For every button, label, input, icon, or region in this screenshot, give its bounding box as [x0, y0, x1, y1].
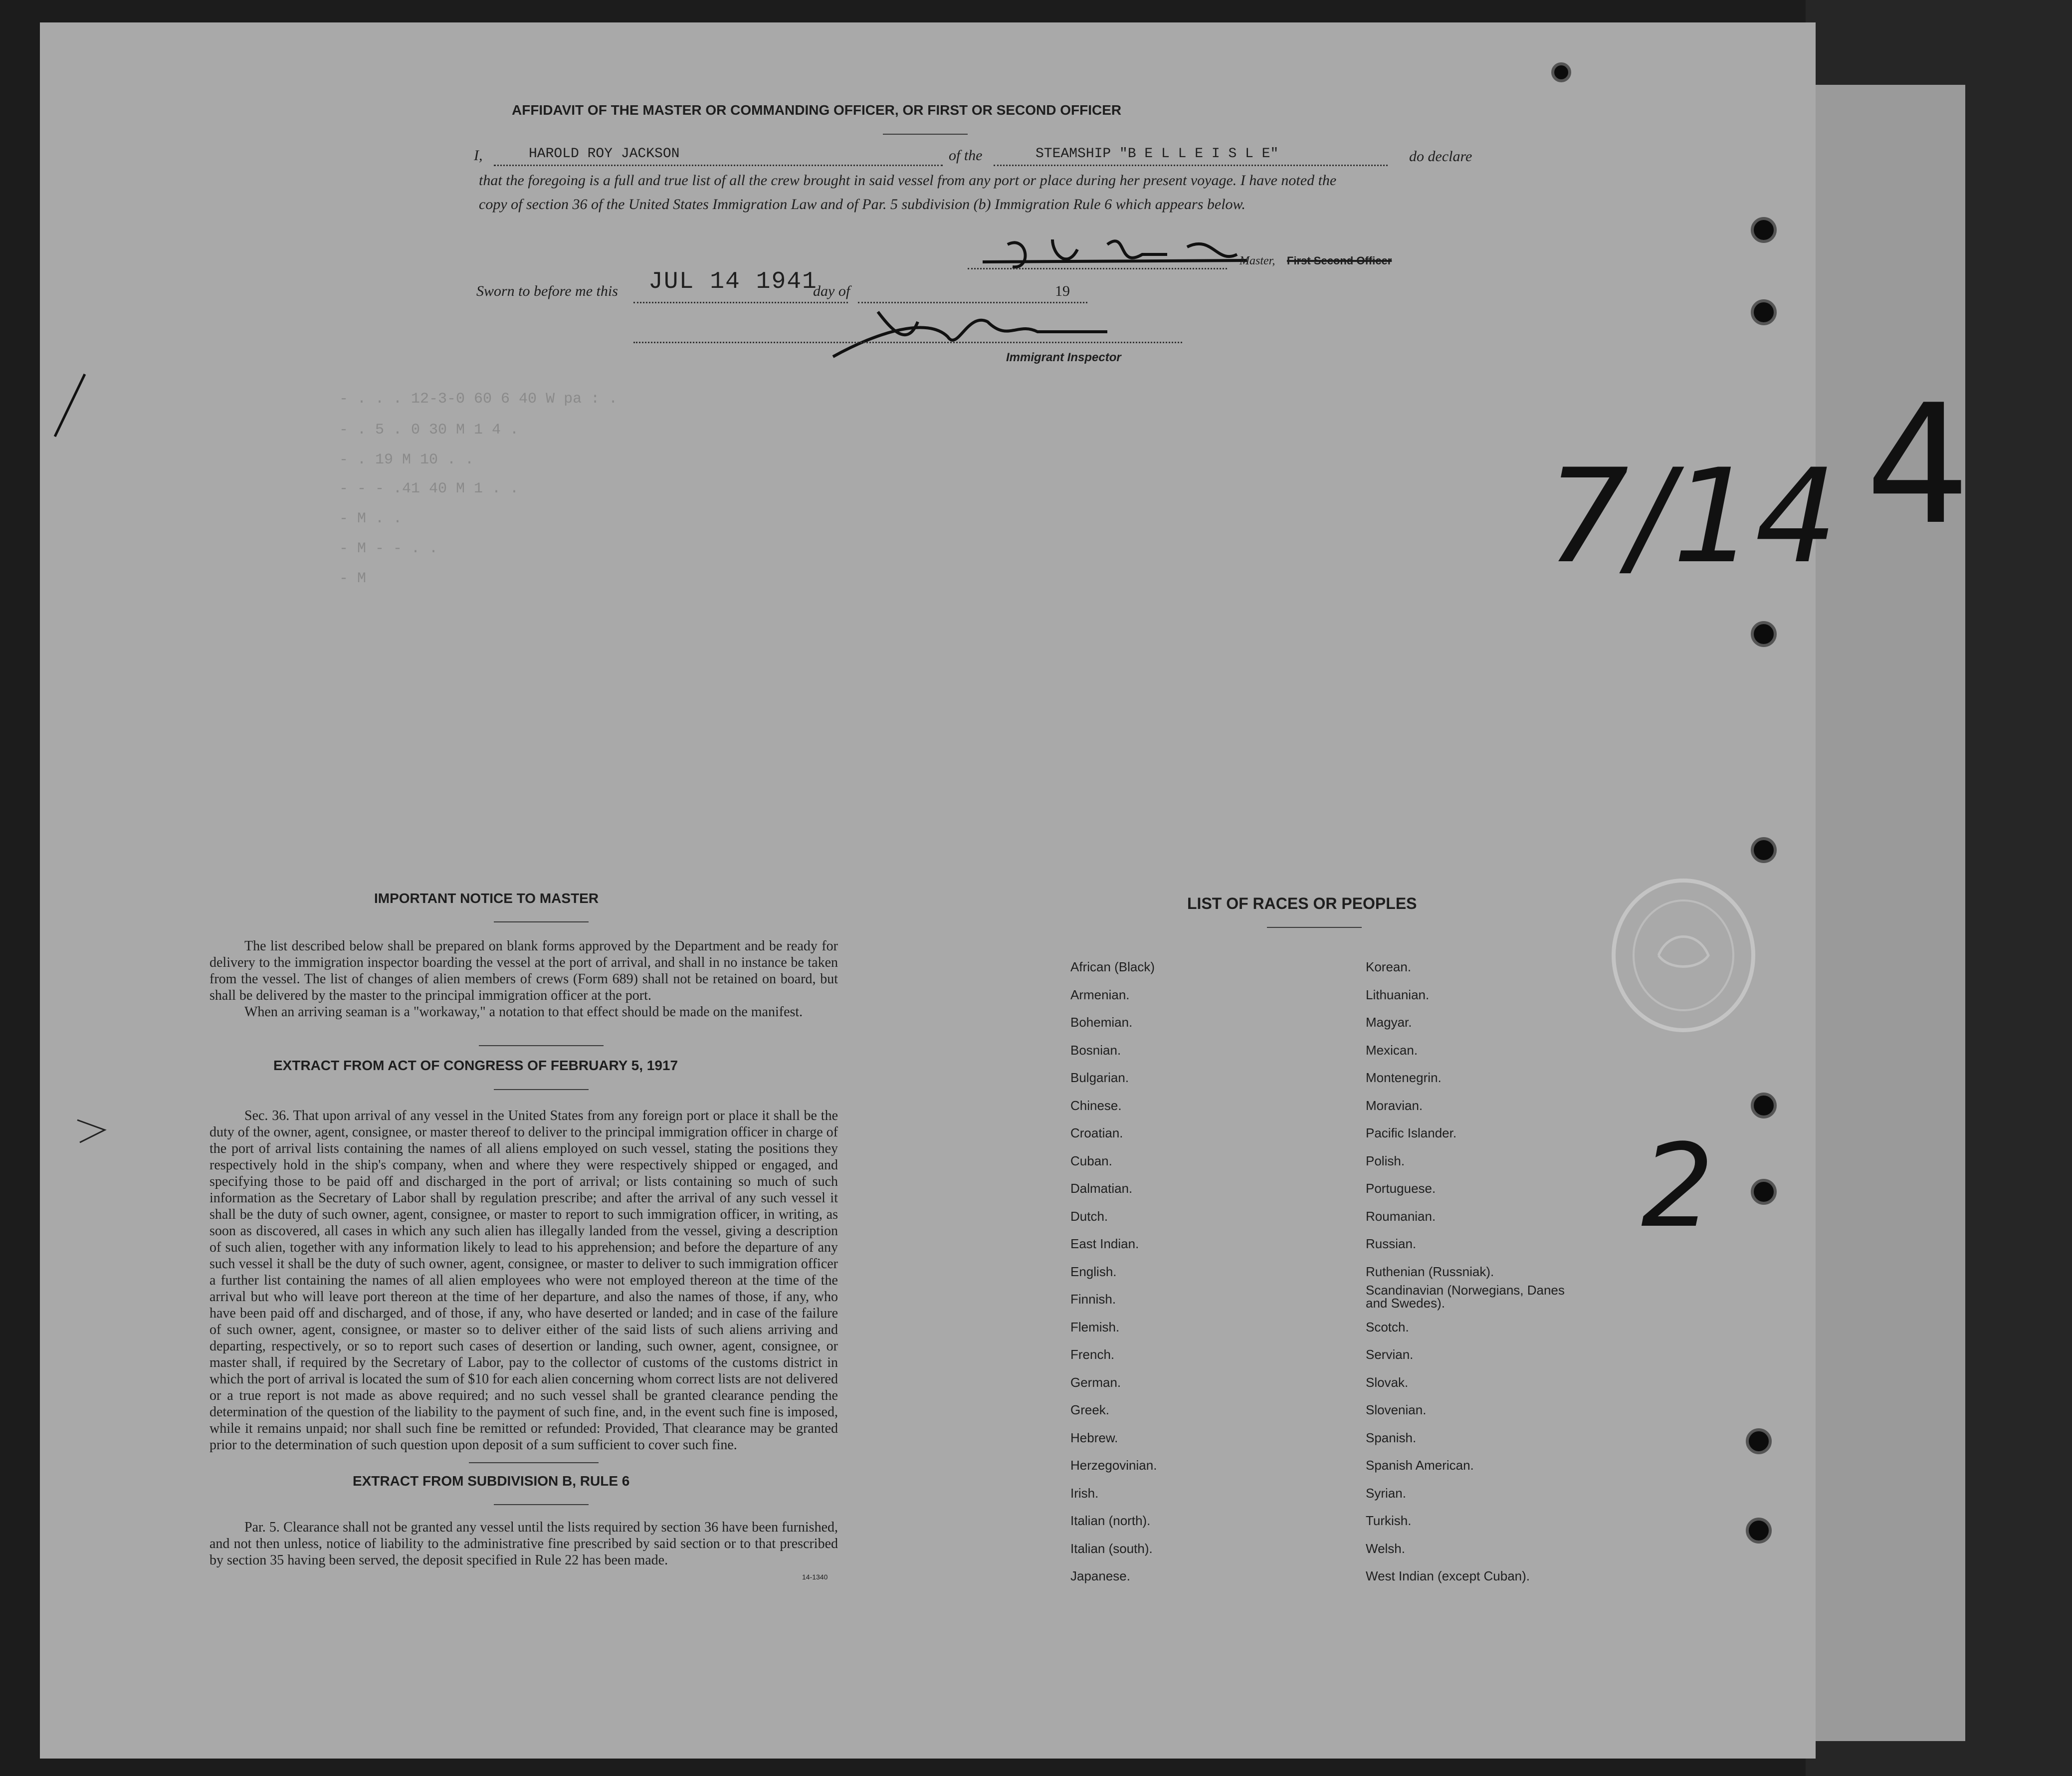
act-divider: [494, 1089, 589, 1090]
punch-hole: [1746, 1518, 1772, 1544]
of-the-label: of the: [949, 147, 983, 164]
punch-hole: [1751, 1179, 1777, 1205]
act-section-36-text: Sec. 36. That upon arrival of any vessel in the United States from any foreign port or place it shall be the duty of the owner, agent, consignee, or master thereof to deliver to the principal immigration officer in charge of the port of arrival lists containing the names of all aliens employed on such vessel, stating the positions they respectively hold in the ship's company, when and where they were respectively shipped or engaged, and specifying those to be paid off and discharged in the port of arrival; or lists containing so much of such information as the Secretary of Labor shall by regulation prescribe; and after the arrival of any such vessel it shall be the duty of such owner, agent, consignee, or master to report to such immigration officer, in writing, as soon as discovered, all cases in which any such alien has illegally landed from the vessel, giving a description of such alien, together with any information likely to lead to his apprehension; and before the departure of any such vessel it shall be the duty of such owner, agent, consignee, or master to deliver to such immigration officer a further list containing the names of all alien employees who were not employed thereon at the time of the arrival but who will leave port thereon at the time of her departure, and also the names of those, if any, who have been paid off and discharged, and of those, if any, who have deserted or landed; and in case of the failure of such owner, agent, consignee, or master so to deliver either of the said lists of such aliens arriving and departing, respectively, or so to report such cases of desertion or landing, such owner, agent, consignee, or master shall, if required by the Secretary of Labor, pay to the collector of customs of the customs district in which the port of arrival is located the sum of $10 for each alien concerning whom correct lists are not delivered or a true report is not made as above required; and no such vessel shall be granted clearance pending the determination of the question of the liability to the payment of such fine, and, in the event such fine is imposed, while it remains unpaid; nor shall such fine be remitted or refunded: Provided, That clearance may be granted prior to the determination of such question upon deposit of a sum sufficient to cover such fine.: [209, 1108, 838, 1453]
declaration-line-3: copy of section 36 of the United States Immigration Law and of Par. 5 subdivision (b) Immigration Rule 6 which appears below.: [479, 196, 1245, 213]
race-list-item: Servian.: [1366, 1347, 1414, 1362]
master-signature: [978, 224, 1377, 279]
vessel-name-field: STEAMSHIP "B E L L E I S L E": [1036, 146, 1279, 162]
notice-paragraph-2: When an arriving seaman is a "workaway," a notation to that effect should be made on the manifest.: [244, 1004, 803, 1020]
race-list-item: Spanish.: [1366, 1430, 1417, 1445]
race-list-item: Herzegovinian.: [1070, 1458, 1157, 1473]
act-end-divider: [469, 1462, 599, 1463]
race-list-item: Spanish American.: [1366, 1458, 1474, 1473]
punch-hole: [1751, 299, 1777, 325]
race-list-item: Slovak.: [1366, 1374, 1409, 1390]
race-list-item: Turkish.: [1366, 1513, 1412, 1528]
notice-paragraph-1: The list described below shall be prepared on blank forms approved by the Department and be ready for delivery to the immigration inspector boarding the vessel at the port of arrival, and shall in no instance be taken from the vessel. The list of changes of alien members of crews (Form 689) shall not be retained on board, but shall be delivered by the master to the principal immigration officer at the port.: [209, 938, 838, 1003]
race-list-item: Flemish.: [1070, 1319, 1120, 1334]
inspector-label: Immigrant Inspector: [1006, 351, 1121, 364]
notice-divider: [494, 921, 589, 922]
race-list-item: Portuguese.: [1366, 1181, 1436, 1196]
master-name-field: HAROLD ROY JACKSON: [529, 146, 680, 162]
notice-title: IMPORTANT NOTICE TO MASTER: [374, 890, 599, 906]
punch-hole: [1551, 62, 1571, 82]
title-divider: [883, 134, 968, 135]
punch-hole: [1751, 217, 1777, 243]
declaration-line-2: that the foregoing is a full and true list of all the crew brought in said vessel from any port or place during her present voyage. I have noted the: [479, 172, 1337, 189]
handwritten-number-two: 2: [1641, 1120, 1714, 1253]
bleed-through-row: - . 19 M 10 . .: [339, 451, 474, 468]
rule-title: EXTRACT FROM SUBDIVISION B, RULE 6: [353, 1473, 630, 1489]
race-list-item: Irish.: [1070, 1485, 1099, 1501]
race-list-item: Russian.: [1366, 1236, 1417, 1251]
bleed-through-row: - M: [339, 570, 367, 587]
race-list-item: French.: [1070, 1347, 1115, 1362]
race-list-item: Slovenian.: [1366, 1402, 1427, 1417]
signature-line: [968, 268, 1227, 269]
rule-paragraph: Par. 5. Clearance shall not be granted any vessel until the lists required by section 36 have been furnished, and not then unless, notice of liability to the administrative fine prescribed by said section or to that prescribed by section 35 having been served, the deposit specified in Rule 22 has been made.: [209, 1520, 838, 1568]
bleed-through-row: - M . .: [339, 510, 403, 527]
master-label: Master,: [1240, 254, 1275, 267]
race-list-item: Pacific Islander.: [1366, 1125, 1457, 1140]
race-list-item: Mexican.: [1366, 1042, 1418, 1058]
race-list-item: Polish.: [1366, 1153, 1405, 1168]
race-list-item: Syrian.: [1366, 1485, 1406, 1501]
underlying-page: [1816, 85, 1965, 1741]
races-title: LIST OF RACES OR PEOPLES: [1187, 894, 1417, 912]
handwritten-date: 7/14: [1546, 442, 1838, 592]
sworn-day-line: [633, 302, 848, 303]
race-list-item: East Indian.: [1070, 1236, 1139, 1251]
race-list-item: Bosnian.: [1070, 1042, 1121, 1058]
punch-hole: [1751, 837, 1777, 863]
races-divider: [1267, 927, 1362, 928]
race-list-item: Cuban.: [1070, 1153, 1112, 1168]
day-of-label: day of: [813, 283, 850, 299]
bleed-through-row: - M - - . .: [339, 540, 438, 557]
handwritten-number-four: 4: [1865, 369, 1970, 561]
master-name-line: [494, 165, 943, 166]
manifest-page: [40, 22, 1838, 1759]
race-list-item: Dalmatian.: [1070, 1181, 1133, 1196]
race-list-item: Montenegrin.: [1366, 1070, 1442, 1085]
punch-hole: [1751, 1093, 1777, 1118]
do-declare-label: do declare: [1409, 148, 1472, 165]
race-list-item: English.: [1070, 1264, 1117, 1279]
sworn-label: Sworn to before me this: [476, 283, 618, 299]
year-prefix: 19: [1055, 283, 1070, 299]
act-title: EXTRACT FROM ACT OF CONGRESS OF FEBRUARY 5, 1917: [273, 1058, 678, 1073]
race-list-item: Ruthenian (Russniak).: [1366, 1264, 1494, 1279]
declaration-prefix: I,: [474, 147, 483, 164]
race-list-item: Croatian.: [1070, 1125, 1123, 1140]
race-list-item: Armenian.: [1070, 987, 1130, 1002]
race-list-item: African (Black): [1070, 959, 1155, 974]
race-list-item: Bulgarian.: [1070, 1070, 1129, 1085]
inspector-line: [633, 342, 1182, 343]
punch-hole: [1751, 621, 1777, 647]
race-list-item: Scandinavian (Norwegians, Danes and Swedes).: [1366, 1283, 1565, 1311]
margin-stroke: [50, 372, 90, 442]
race-list-item: Scotch.: [1366, 1319, 1409, 1334]
form-code: 14-1340: [802, 1573, 828, 1581]
margin-arrow: [75, 1117, 115, 1147]
race-list-item: Dutch.: [1070, 1208, 1108, 1224]
race-list-item: German.: [1070, 1374, 1121, 1390]
race-list-item: Moravian.: [1366, 1098, 1423, 1113]
embossed-seal: [1604, 871, 1763, 1040]
race-list-item: Italian (north).: [1070, 1513, 1151, 1528]
race-list-item: Greek.: [1070, 1402, 1110, 1417]
race-list-item: Magyar.: [1366, 1015, 1412, 1030]
race-list-item: Korean.: [1366, 959, 1412, 974]
race-list-item: Finnish.: [1070, 1292, 1116, 1307]
race-list-item: Hebrew.: [1070, 1430, 1118, 1445]
race-list-item: Italian (south).: [1070, 1541, 1153, 1556]
race-list-item: Chinese.: [1070, 1098, 1122, 1113]
race-list-item: Lithuanian.: [1366, 987, 1430, 1002]
punch-hole: [1746, 1428, 1772, 1454]
race-list-item: Roumanian.: [1366, 1208, 1436, 1224]
rule-divider: [494, 1504, 589, 1505]
bleed-through-row: - - - .41 40 M 1 . .: [339, 480, 519, 497]
master-struck-label: First Second Officer: [1287, 254, 1392, 267]
affidavit-title: AFFIDAVIT OF THE MASTER OR COMMANDING OFFICER, OR FIRST OR SECOND OFFICER: [512, 102, 1122, 118]
notice-end-divider: [479, 1045, 604, 1046]
vessel-name-line: [994, 165, 1388, 166]
race-list-item: Japanese.: [1070, 1568, 1130, 1583]
race-list-item: Bohemian.: [1070, 1015, 1133, 1030]
bleed-through-row: - . . . 12-3-0 60 6 40 W pa : .: [339, 391, 618, 408]
race-list-item: West Indian (except Cuban).: [1366, 1568, 1530, 1583]
bleed-through-row: - . 5 . 0 30 M 1 4 .: [339, 422, 519, 439]
date-stamp: JUL 14 1941: [648, 268, 818, 295]
race-list-item: Welsh.: [1366, 1541, 1405, 1556]
